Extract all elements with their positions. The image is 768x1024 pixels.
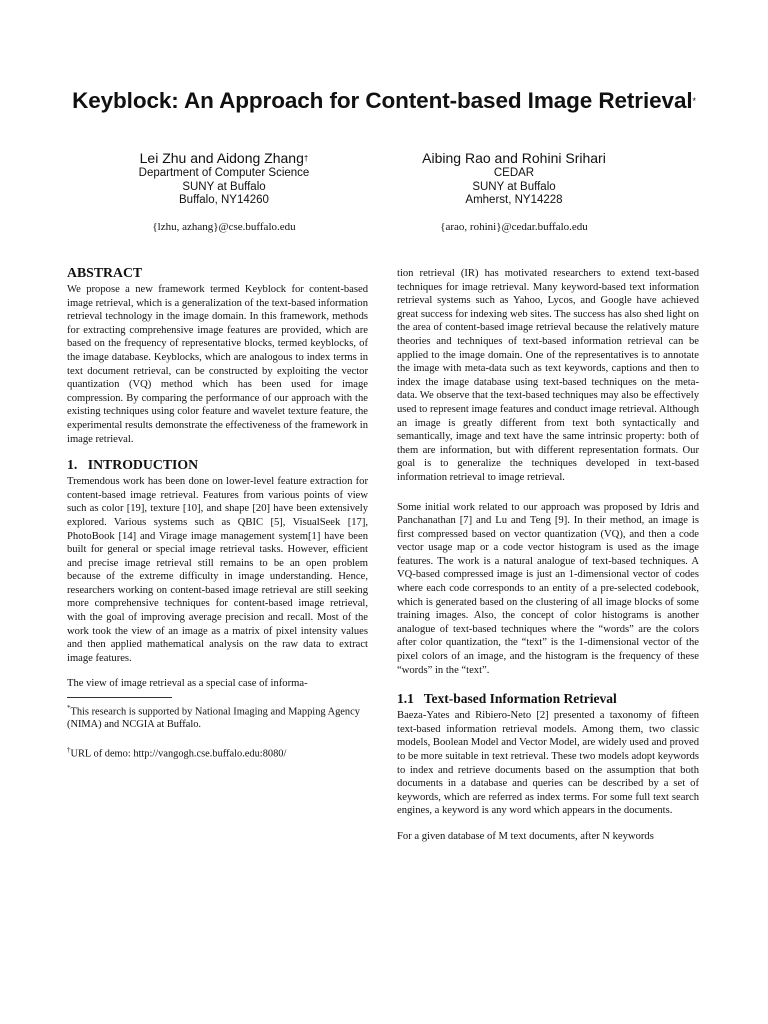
introduction-heading: 1. INTRODUCTION <box>67 457 199 473</box>
author-email-2: {arao, rohini}@cedar.buffalo.edu <box>440 220 588 233</box>
author-block-2 <box>364 150 664 234</box>
paper-title: Keyblock: An Approach for Content-based Image Retrieval* <box>72 88 696 113</box>
title-footnote-mark: * <box>692 96 696 106</box>
abstract-heading: ABSTRACT <box>67 265 143 280</box>
affiliation-line: Buffalo, NY14260 <box>179 194 269 206</box>
affiliation-line: Department of Computer Science <box>138 167 310 179</box>
intro-paragraph: The view of image retrieval as a special case of informa- <box>67 678 308 690</box>
author-email-1: {lzhu, azhang}@cse.buffalo.edu <box>152 220 296 233</box>
author-names-1: Lei Zhu and Aidong Zhang† <box>139 150 309 166</box>
left-column <box>67 265 368 761</box>
abstract-text: We propose a new framework termed Keyblock for content-based image retrieval, which is a generalization of the text-based information retrieval technology in the image domain. In this framework, methods for extracting comprehensive image features are provided, which are based on the frequency of representative blocks, termed keyblocks, of the image database. Keyblocks, which are analogous to index terms in text document retrieval, can be constructed by exploiting the vector quantization (VQ) method which has been used for image compression. By comparing the performance of our approach with the existing techniques using color feature and wavelet texture feature, the experimental results demonstrate the effectiveness of the framework in image retrieval. <box>67 284 368 445</box>
affiliation-line: CEDAR <box>493 167 535 179</box>
affiliation-line: Amherst, NY14228 <box>465 194 563 206</box>
right-column <box>397 267 699 844</box>
subsection-paragraph: Baeza-Yates and Ribiero-Neto [2] presented a taxonomy of fifteen text-based information retrieval models. Among them, two classic models, Boolean Model and Vector Model, are widely used and proved to be more suitable in text retrieval. These two models adopt keywords to index and retrieve documents based on the assumption that both documents in a database and queries can be described by a set of keywords, which are referred as index terms. For some full text search engines, a keyword is any word which appears in the documents. <box>397 710 699 817</box>
subsection-heading: 1.1 Text-based Information Retrieval <box>397 691 617 707</box>
affiliation-line: SUNY at Buffalo <box>182 180 266 193</box>
footnote-2: †URL of demo: http://vangogh.cse.buffalo.edu:8080/ <box>67 745 287 760</box>
author-block-1 <box>74 150 374 234</box>
affiliation-line: SUNY at Buffalo <box>472 180 556 193</box>
subsection-paragraph: For a given database of M text documents, after N keywords <box>397 830 654 842</box>
footnote-1: *This research is supported by National Imaging and Mapping Agency (NIMA) and NCGIA at Buffalo. <box>67 704 360 731</box>
intro-paragraph: Tremendous work has been done on lower-level feature extraction for content-based image retrieval. Features from various points of view such as color [19], texture [10], and shape [20] have been extensively explored. Various systems such as QBIC [5], VisualSeek [17], PhotoBook [14] and Virage image management system[1] have been built for general or special image retrieval tasks. However, efficient and precise image retrieval still remains to be an open problem because of the extreme difficulty in image understanding. Hence, researchers working on content-based image retrieval are still seeking more comprehensive techniques for content-based image retrieval, with the goal of improving average precision and recall. Most of the work took the view of an image as a matrix of pixel intensity values and then applied mathematical analysis on the raw data to extract image features. <box>67 476 368 664</box>
author-names-2: Aibing Rao and Rohini Srihari <box>422 150 606 166</box>
footnote-rule <box>67 697 172 698</box>
body-paragraph: Some initial work related to our approach was proposed by Idris and Panchanathan [7] and Lu and Teng [9]. In their method, an image is first compressed based on vector quantization (VQ), and then a code vector usage map or a code vector histogram is used as the image features. The work is a natural analogue of text-based techniques. A VQ-based compressed image is just an 1-dimensional vector of codes where each code corresponds to an entity of a pre-selected codebook, which is generated based on the clustering of all image blocks of some training images. Also, the concept of color histograms is another analogue of text-based techniques where the “words” are the colors after color quantization, the “text” is the 1-dimensional vector of the pixel colors of an image, and the histogram is the frequency of these “words” in the “text”. <box>397 501 699 676</box>
body-paragraph: tion retrieval (IR) has motivated researchers to extend text-based techniques for image retrieval. Many keyword-based text information retrieval systems such as Yahoo, Lycos, and Google have achieved great success for indexing web sites. The success has also shed light on the area of content-based image retrieval because the relatively mature theories and techniques of text-based information retrieval can be applied to the image domain. One of the representatives is to annotate the image with meta-data such as text keywords, captions and then to index the image database using text-based techniques on the meta-data. We observe that the text-based techniques may also be effectively used to represent image features and conduct image retrieval. Although an image is greatly different from text both syntactically and semantically, image and text have the same intrinsic property: both of them are information, but with different representation formats. Our goal is to generalize the techniques developed in text-based information retrieval to image retrieval. <box>397 268 699 483</box>
